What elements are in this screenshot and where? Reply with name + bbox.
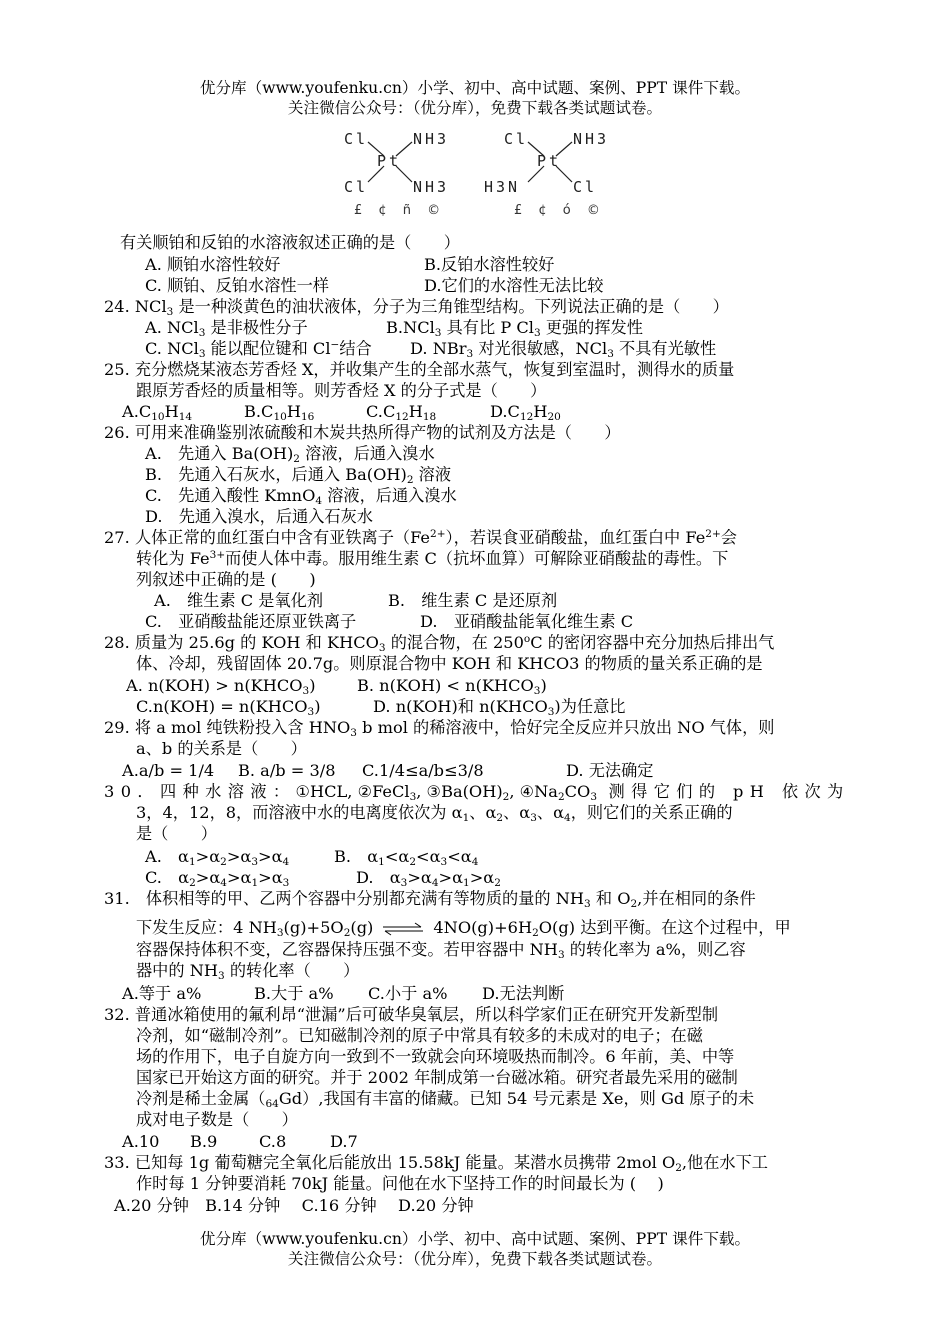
trans-nh3-top: NH3 bbox=[573, 130, 610, 148]
q31-option-c: C.小于 a% bbox=[368, 984, 448, 1003]
q31-option-a: A.等于 a% bbox=[122, 984, 202, 1003]
trans-pt: Pt bbox=[537, 152, 562, 170]
q31-line3: 容器保持体积不变，乙容器保持压强不变。若甲容器中 $NH_3$ 的转化率为 a%，则乙容 bbox=[136, 940, 746, 961]
q32-line3: 场的作用下，电子自旋方向一致到不一致就会向环境吸热而制冷。6 年前，美、中等 bbox=[136, 1047, 735, 1066]
cis-pt: Pt bbox=[377, 152, 402, 170]
q29-line1: 29. 将 a mol 纯铁粉投入含 $HNO_3$ b mol 的稀溶液中，恰好完全反应并只放出 NO 气体，则 bbox=[104, 718, 775, 739]
q32-line2: 冷剂，如“磁制冷剂”。已知磁制冷剂的原子中常具有较多的未成对的电子；在磁 bbox=[136, 1026, 703, 1045]
q28-line2: 体、冷却，残留固体 20.7g。则原混合物中 KOH 和 KHCO3 的物质的量关系正确的是 bbox=[136, 654, 763, 673]
watermark-footer-line1: 优分库（www.youfenku.cn）小学、初中、高中试题、案例、PPT 课件下载。 bbox=[199, 1230, 751, 1248]
q23-option-b: B.反铂水溶性较好 bbox=[424, 255, 555, 274]
q28-option-c: $C.n(KOH) = n(KHCO_3)$ bbox=[136, 697, 321, 718]
cis-nh3-bottom: NH3 bbox=[413, 178, 450, 196]
q26-option-a: A. 先通入 $Ba(OH)_2$ 溶液，后通入溴水 bbox=[145, 444, 435, 465]
q23-option-d: D.它们的水溶性无法比较 bbox=[424, 276, 604, 295]
q32-line1: 32. 普通冰箱使用的氟利昂“泄漏”后可破华臭氧层，所以科学家们正在研究开发新型制 bbox=[104, 1005, 718, 1024]
equilibrium-arrow-icon bbox=[381, 922, 425, 936]
q23-stem: 有关顺铂和反铂的水溶液叙述正确的是（ ） bbox=[120, 233, 460, 252]
q24-option-a: A. NCl$_3$ 是非极性分子 bbox=[145, 318, 308, 339]
q30-option-d: D. $\alpha_3>\alpha_4>\alpha_1>\alpha_2$ bbox=[356, 868, 501, 889]
q30-line1: 30．四种水溶液：①HCL, ②FeCl$_3$, $③Ba(OH)_2$, $④Na_2CO_3$ 测得它们的 pH 依次为 bbox=[104, 782, 850, 803]
q31-option-b: B.大于 a% bbox=[254, 984, 334, 1003]
q24-option-d: D. NBr$_3$ 对光很敏感，NCl$_3$ 不具有光敏性 bbox=[410, 339, 717, 360]
watermark-header-line2: 关注微信公众号：（优分库），免费下载各类试题试卷。 bbox=[287, 99, 663, 117]
q27-line2: 转化为 $Fe^{3+}$而使人体中毒。服用维生素 C（抗坏血算）可解除亚硝酸盐的毒性。下 bbox=[136, 549, 729, 568]
cis-garbled-label: £ ¢ ñ © bbox=[354, 203, 447, 218]
q25-option-b: $B.C_{10}H_{16}$ bbox=[244, 402, 315, 423]
q27-option-d: D. 亚硝酸盐能氧化维生素 C bbox=[420, 612, 634, 631]
q24-option-c: C. NCl$_3$ 能以配位键和 Cl−结合 bbox=[145, 339, 372, 360]
cis-nh3-top: NH3 bbox=[413, 130, 450, 148]
q28-option-a: A. $n(KOH) > n(KHCO_3)$ bbox=[126, 676, 316, 697]
q25-line2: 跟原芳香烃的质量相等。则芳香烃 X 的分子式是（ ） bbox=[136, 381, 547, 400]
q27-option-c: C. 亚硝酸盐能还原亚铁离子 bbox=[145, 612, 357, 631]
q31-option-d: D.无法判断 bbox=[482, 984, 565, 1003]
watermark-footer-line2: 关注微信公众号：（优分库），免费下载各类试题试卷。 bbox=[287, 1250, 663, 1268]
q30-option-c: C. $\alpha_2>\alpha_4>\alpha_1>\alpha_3$ bbox=[145, 868, 290, 889]
q33-line1: 33. 已知每 1g 葡萄糖完全氧化后能放出 15.58kJ 能量。某潜水员携带 2mol $O_2$,他在水下工 bbox=[104, 1153, 768, 1174]
q29-option-c: C.1/4≤a/b≤3/8 bbox=[362, 761, 484, 780]
trans-cl-bottom: Cl bbox=[573, 178, 598, 196]
q27-line1: 27. 人体正常的血红蛋白中含有亚铁离子$(Fe^{2+})$，若误食亚硝酸盐，血红蛋白中 $Fe^{2+}$会 bbox=[104, 528, 737, 547]
q28-option-b: B. $n(KOH) < n(KHCO_3)$ bbox=[357, 676, 547, 697]
watermark-header-line1: 优分库（www.youfenku.cn）小学、初中、高中试题、案例、PPT 课件下载。 bbox=[199, 79, 751, 97]
q32-line4: 国家已开始这方面的研究。并于 2002 年制成第一台磁冰箱。研究者最先采用的磁制 bbox=[136, 1068, 738, 1087]
q25-line1: 25. 充分燃烧某液态芳香烃 X，并收集产生的全部水蒸气，恢复到室温时，测得水的质量 bbox=[104, 360, 735, 379]
q28-option-d: D. n(KOH)和 $n(KHCO_3)$为任意比 bbox=[373, 697, 626, 718]
q26-option-c: C. 先通入酸性 KmnO$_4$ 溶液，后通入溴水 bbox=[145, 486, 457, 507]
q27-option-a: A. 维生素 C 是氧化剂 bbox=[154, 591, 324, 610]
trans-garbled-label: £ ¢ ó © bbox=[514, 203, 606, 218]
q32-option-c: C.8 bbox=[259, 1132, 287, 1151]
q23-option-a: A. 顺铂水溶性较好 bbox=[145, 255, 281, 274]
q31-line2: 下发生反应：4 $NH_3(g)+5O_2(g)$ $4NO(g)+6H_2O(g)$ 达到平衡。在这个过程中，甲 bbox=[136, 918, 791, 939]
q27-option-b: B. 维生素 C 是还原剂 bbox=[388, 591, 558, 610]
q30-line3: 是（ ） bbox=[136, 824, 217, 843]
q29-line2: a、b 的关系是（ ） bbox=[136, 739, 307, 758]
cis-cl-top: Cl bbox=[344, 130, 369, 148]
q25-option-a: $A.C_{10}H_{14}$ bbox=[122, 402, 193, 423]
q29-option-d: D. 无法确定 bbox=[566, 761, 654, 780]
q26-option-d: D. 先通入溴水，后通入石灰水 bbox=[145, 507, 373, 526]
q33-line2: 作时每 1 分钟要消耗 70kJ 能量。问他在水下坚持工作的时间最长为 ( ) bbox=[136, 1174, 664, 1193]
q24-option-b: B.NCl$_3$ 具有比 P $Cl_3$ 更强的挥发性 bbox=[386, 318, 643, 339]
q31-line1: 31. 体积相等的甲、乙两个容器中分别都充满有等物质的量的 $NH_3$ 和 $O_2$,并在相同的条件 bbox=[104, 889, 756, 910]
q25-option-d: $D.C_{12}H_{20}$ bbox=[490, 402, 561, 423]
q32-option-a: A.10 bbox=[122, 1132, 160, 1151]
q29-option-a: A.a/b = 1/4 bbox=[122, 761, 215, 780]
q28-line1: 28. 质量为 25.6g 的 KOH 和 $KHCO_3$ 的混合物，在 250$^o$C 的密闭容器中充分加热后排出气 bbox=[104, 633, 775, 654]
q24-stem: 24. NCl$_3$ 是一种淡黄色的油状液体，分子为三角锥型结构。下列说法正确的是（ ） bbox=[104, 297, 729, 318]
q29-option-b: B. a/b = 3/8 bbox=[238, 761, 336, 780]
trans-h3n-bottom: H3N bbox=[484, 178, 521, 196]
q30-option-b: B. $\alpha_1<\alpha_2<\alpha_3<\alpha_4$ bbox=[334, 847, 479, 868]
trans-platin-bonds bbox=[0, 0, 950, 240]
q30-line2: 3，4，12，8，而溶液中水的电离度依次为 $\alpha_1$、$\alpha_2$、$\alpha_3$、$\alpha_4$，则它们的关系正确的 bbox=[136, 803, 733, 824]
q32-line5: 冷剂是稀土金属$(_{64}Gd)$,我国有丰富的储藏。已知 54 号元素是 Xe，则 Gd 原子的未 bbox=[136, 1089, 755, 1110]
cis-cl-bottom: Cl bbox=[344, 178, 369, 196]
q33-options: A.20 分钟 B.14 分钟 C.16 分钟 D.20 分钟 bbox=[114, 1196, 474, 1215]
q31-line4: 器中的 $NH_3$ 的转化率（ ） bbox=[136, 961, 360, 982]
q25-option-c: $C.C_{12}H_{18}$ bbox=[366, 402, 437, 423]
q32-option-d: D.7 bbox=[330, 1132, 358, 1151]
q27-line3: 列叙述中正确的是 ( ) bbox=[136, 570, 316, 589]
q32-line6: 成对电子数是（ ） bbox=[136, 1110, 298, 1129]
q23-option-c: C. 顺铂、反铂水溶性一样 bbox=[145, 276, 329, 295]
trans-cl-top: Cl bbox=[504, 130, 529, 148]
q26-option-b: B. 先通入石灰水，后通入 $Ba(OH)_2$ 溶液 bbox=[145, 465, 452, 486]
q30-option-a: A. $\alpha_1>\alpha_2>\alpha_3>\alpha_4$ bbox=[145, 847, 290, 868]
q32-option-b: B.9 bbox=[190, 1132, 218, 1151]
q26-stem: 26. 可用来准确鉴别浓硫酸和木炭共热所得产物的试剂及方法是（ ） bbox=[104, 423, 621, 442]
